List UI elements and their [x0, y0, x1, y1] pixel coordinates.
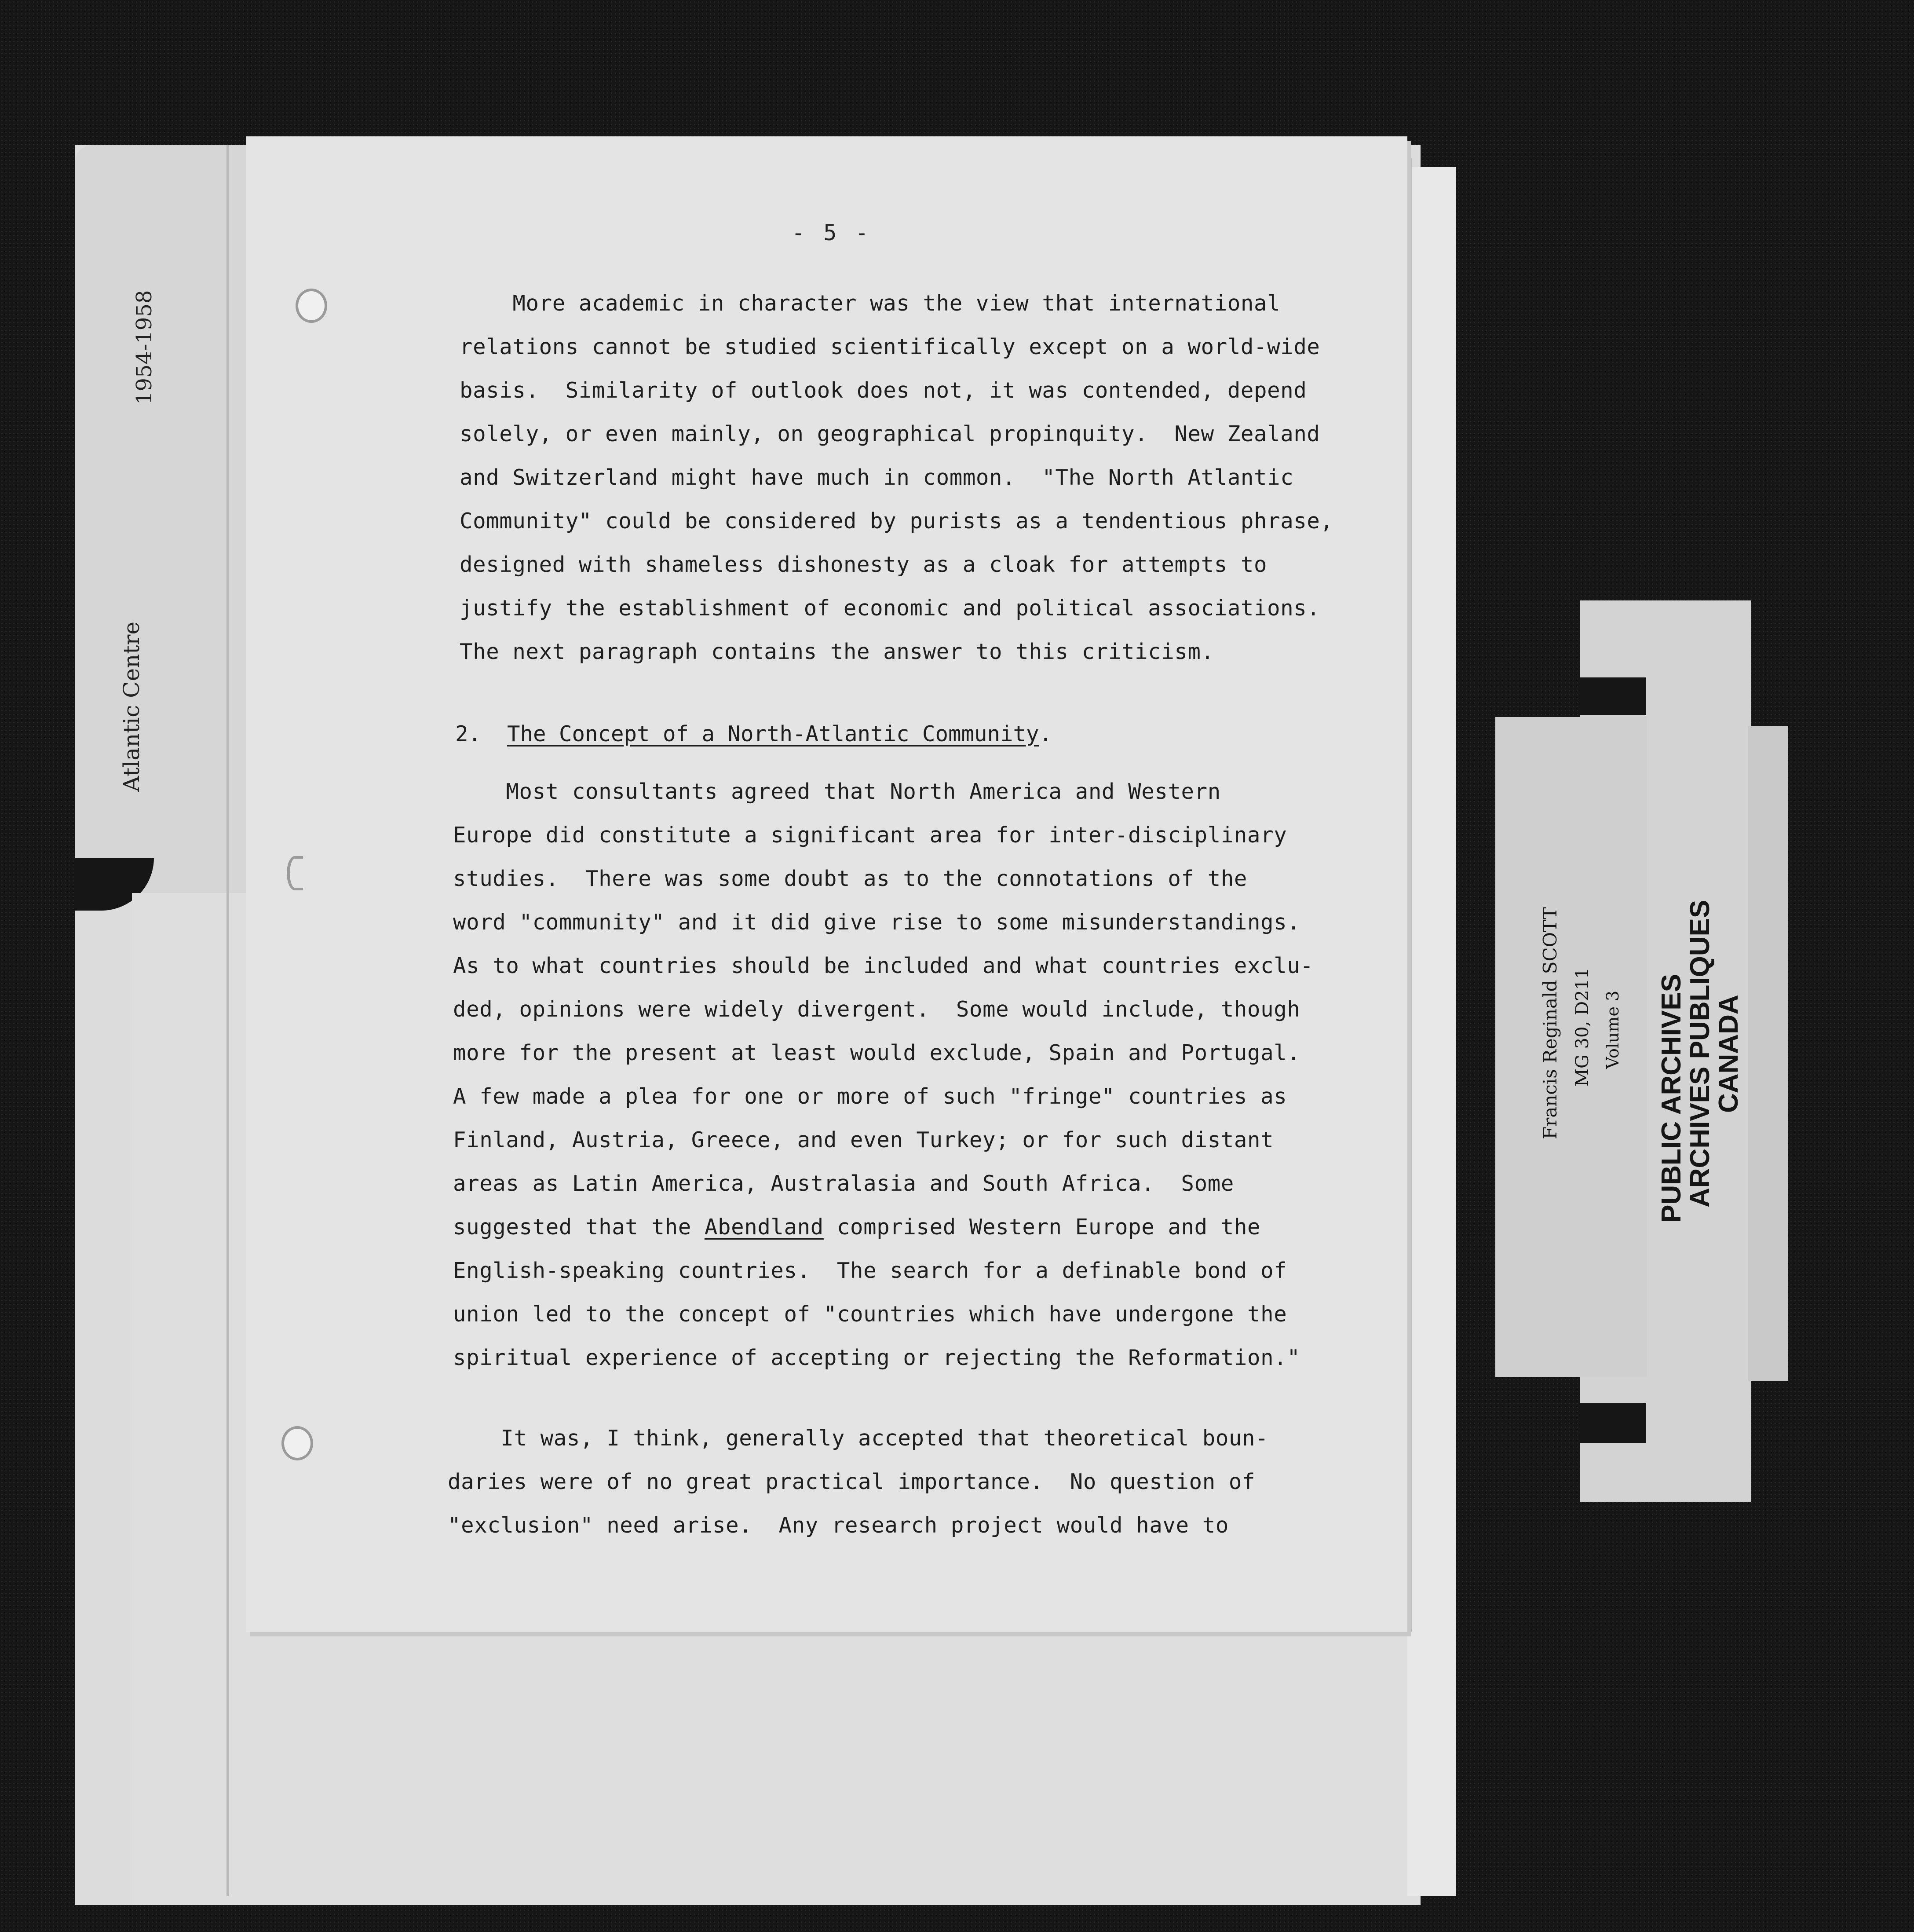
archive-slip-front — [1495, 717, 1647, 1377]
punch-hole-top — [296, 289, 327, 323]
folder-right-edge — [1407, 167, 1456, 1896]
section-number: 2. — [455, 721, 482, 746]
paragraph-2 — [453, 770, 1314, 1379]
archive-stamp-line-3: CANADA — [1713, 995, 1744, 1113]
paragraph-3: It was, I think, generally accepted that theoretical boun- daries were of no great practical importance. No question of "exclusion" need arise. Any research project would have to — [448, 1426, 1269, 1538]
punch-hole-middle — [287, 856, 303, 890]
section-heading-period: . — [1039, 721, 1052, 746]
section-heading-title: The Concept of a North-Atlantic Community — [507, 721, 1039, 746]
folder-tab — [75, 145, 264, 893]
page-number: - 5 - — [792, 220, 871, 245]
archive-reference: MG 30, D211 — [1572, 967, 1593, 1087]
archive-stamp-line-1: PUBLIC ARCHIVES — [1656, 973, 1687, 1223]
punch-hole-bottom — [281, 1426, 313, 1460]
archive-slip-notch-bottom — [1580, 1403, 1646, 1443]
folder-tab-title: Atlantic Centre — [119, 622, 144, 792]
paragraph-2-part-b: comprised Western Europe and the English-speaking countries. The search for a definable bond of union led to the concept of "countries which have undergone the spiritual experience of accepting or rejecting the Reformation." — [453, 1215, 1300, 1370]
archive-fonds-name: Francis Reginald SCOTT — [1539, 907, 1561, 1139]
section-heading — [455, 721, 1052, 746]
paragraph-2-part-a: Most consultants agreed that North America and Western Europe did constitute a significant area for inter-disciplinary studies. There was some doubt as to the connotations of the word "community" and it did give rise to some misunderstandings. As to what countries should be included and what countries exclu- ded, opinions were widely divergent. Some would include, though more for the present at least would exclude, Spain and Portugal. A few made a plea for one or more of such "fringe" countries as Finland, Austria, Greece, and even Turkey; or for such distant areas as Latin America, Australasia and South Africa. Some suggested that the — [453, 779, 1314, 1240]
archive-volume: Volume 3 — [1603, 990, 1622, 1069]
archive-slip-edge — [1748, 726, 1788, 1381]
archive-slip-notch-top — [1580, 677, 1646, 715]
folder-fold-line — [226, 145, 229, 1896]
abendland-term: Abendland — [704, 1215, 824, 1240]
archive-stamp-line-2: ARCHIVES PUBLIQUES — [1685, 900, 1715, 1208]
paragraph-1: More academic in character was the view that international relations cannot be studied scientifically except on a world-wide basis. Similarity of outlook does not, it was contended, depend solely, or even mainly, on geographical propinquity. New Zealand and Switzerland might have much in common. "The North Atlantic Community" could be considered by purists as a tendentious phrase, designed with shameless dishonesty as a cloak for attempts to justify the establishment of economic and political associations. The next paragraph contains the answer to this criticism. — [460, 291, 1333, 664]
folder-tab-years: 1954-1958 — [132, 290, 157, 405]
